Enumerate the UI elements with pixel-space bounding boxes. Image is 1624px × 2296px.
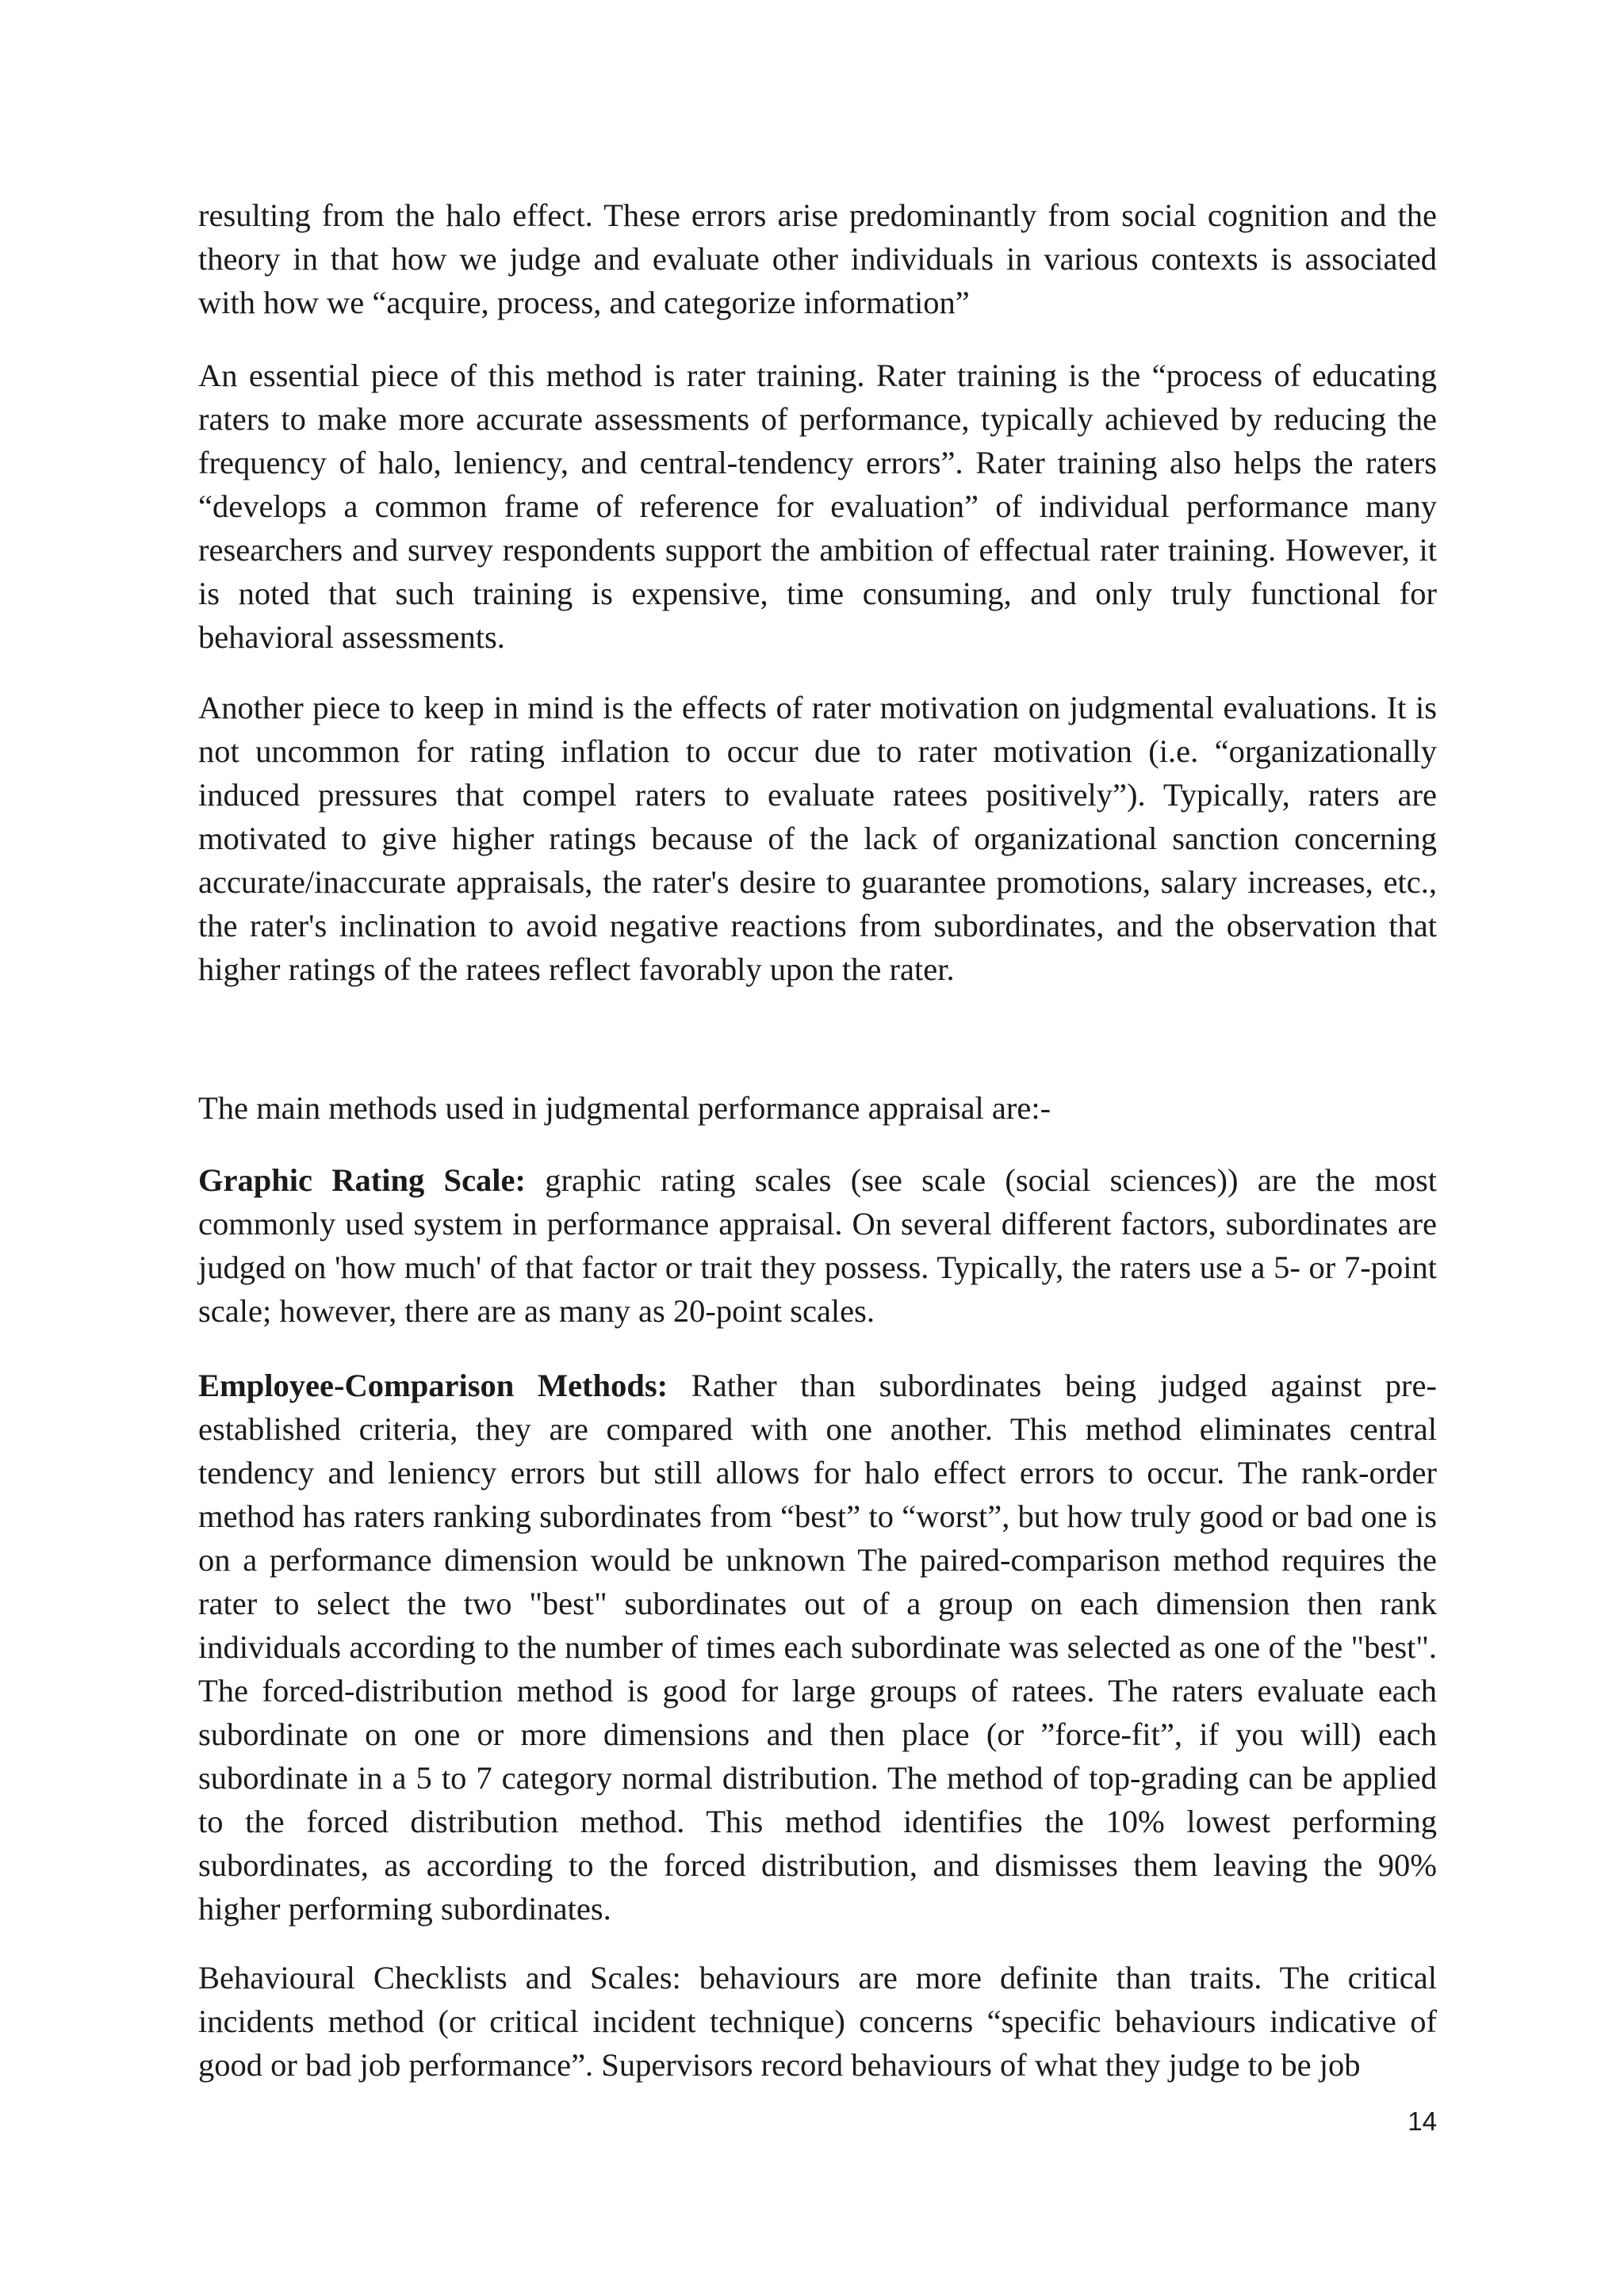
paragraph-employee-comparison xyxy=(198,1364,1437,1931)
body-employee-comparison: Rather than subordinates being judged against pre-established criteria, they are compared with one another. This method eliminates central tendency and leniency errors but still allows for halo effect errors to occur. The rank-order method has raters ranking subordinates from “best” to “worst”, but how truly good or bad one is on a performance dimension would be unknown The paired-comparison method requires the rater to select the two "best" subordinates out of a group on each dimension then rank individuals according to the number of times each subordinate was selected as one of the "best". The forced-distribution method is good for large groups of ratees. The raters evaluate each subordinate on one or more dimensions and then place (or ”force-fit”, if you will) each subordinate in a 5 to 7 category normal distribution. The method of top-grading can be applied to the forced distribution method. This method identifies the 10% lowest performing subordinates, as according to the forced distribution, and dismisses them leaving the 90% higher performing subordinates. xyxy=(198,1368,1437,1927)
page-number: 14 xyxy=(1408,2107,1437,2136)
paragraph-halo-effect: resulting from the halo effect. These errors arise predominantly from social cognition and the theory in that how we judge and evaluate other individuals in various contexts is associated with how we “acquire, process, and categorize information” xyxy=(198,197,1437,320)
heading-graphic-rating-scale: Graphic Rating Scale: xyxy=(198,1162,527,1198)
paragraph-rater-training: An essential piece of this method is rater training. Rater training is the “process of educating raters to make more accurate assessments of performance, typically achieved by reducing the frequency of halo, leniency, and central-tendency errors”. Rater training also helps the raters “develops a common frame of reference for evaluation” of individual performance many researchers and survey respondents support the ambition of effectual rater training. However, it is noted that such training is expensive, time consuming, and only truly functional for behavioral assessments. xyxy=(198,358,1437,655)
paragraph-rater-motivation: Another piece to keep in mind is the effects of rater motivation on judgmental evaluations. It is not uncommon for rating inflation to occur due to rater motivation (i.e. “organizationally induced pressures that compel raters to evaluate ratees positively”). Typically, raters are motivated to give higher ratings because of the lack of organizational sanction concerning accurate/inaccurate appraisals, the rater's desire to guarantee promotions, salary increases, etc., the rater's inclination to avoid negative reactions from subordinates, and the observation that higher ratings of the ratees reflect favorably upon the rater. xyxy=(198,690,1437,987)
paragraph-graphic-rating-scale xyxy=(198,1158,1437,1333)
paragraph-behavioural-checklists: Behavioural Checklists and Scales: behaviours are more definite than traits. The critical incidents method (or critical incident technique) concerns “specific behaviours indicative of good or bad job performance”. Supervisors record behaviours of what they judge to be job xyxy=(198,1960,1437,2083)
body-graphic-rating-scale: graphic rating scales (see scale (social sciences)) are the most commonly used system in performance appraisal. On several different factors, subordinates are judged on 'how much' of that factor or trait they possess. Typically, the raters use a 5- or 7-point scale; however, there are as many as 20-point scales. xyxy=(198,1162,1437,1329)
heading-employee-comparison: Employee-Comparison Methods: xyxy=(198,1368,668,1403)
paragraph-main-methods-intro: The main methods used in judgmental performance appraisal are:- xyxy=(198,1090,1051,1126)
